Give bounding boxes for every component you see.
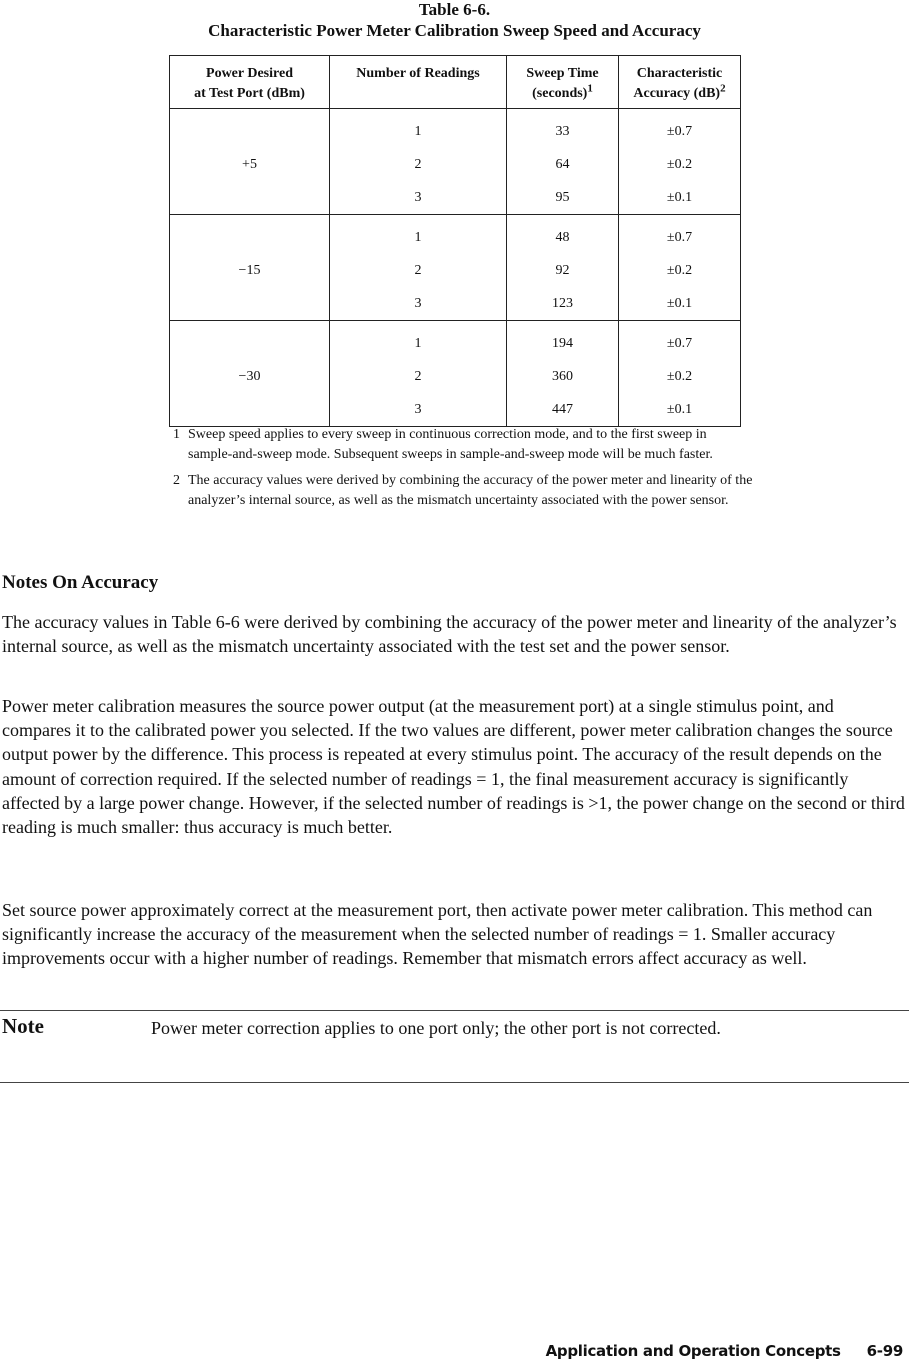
sweep-cell: 360 <box>507 360 619 393</box>
sweep-cell: 33 <box>507 109 619 149</box>
table-row <box>170 215 741 255</box>
readings-cell: 1 <box>330 109 507 149</box>
accuracy-cell: ±0.2 <box>619 148 741 181</box>
page-number: 6-99 <box>866 1342 903 1360</box>
sweep-cell: 92 <box>507 254 619 287</box>
accuracy-cell: ±0.1 <box>619 393 741 427</box>
header-accuracy: Characteristic Accuracy (dB)$^2$ <box>619 56 741 109</box>
section-heading: Notes On Accuracy <box>2 572 159 593</box>
table-row <box>170 109 741 149</box>
readings-cell: 2 <box>330 360 507 393</box>
table-footnotes <box>173 425 753 517</box>
note-top-divider <box>0 1010 909 1011</box>
paragraph-2: Power meter calibration measures the source power output (at the measurement port) at a single stimulus point, and compares it to the calibrated power you selected. If the two values are different, power meter calibration changes the source output power by the difference. This process is repeated at every stimulus point. The accuracy of the result depends on the amount of correction required. If the selected number of readings = 1, the final measurement accuracy is significantly affected by a large power change. However, if the selected number of readings is >1, the power change on the second or third reading is much smaller: thus accuracy is much better. <box>2 696 905 838</box>
footnote-2: 2 The accuracy values were derived by combining the accuracy of the power meter and linearity of the analyzer’s internal source, as well as the mismatch uncertainty associated with the power sensor. <box>173 473 753 508</box>
accuracy-cell: ±0.2 <box>619 254 741 287</box>
header-readings: Number of Readings <box>330 56 507 109</box>
footnote-1: 1 Sweep speed applies to every sweep in continuous correction mode, and to the first sweep in sample-and-sweep mode. Subsequent sweeps in sample-and-sweep mode will be much faster. <box>173 427 713 462</box>
header-sweep-time: Sweep Time (seconds)$^1$ <box>507 56 619 109</box>
sweep-cell: 123 <box>507 287 619 321</box>
footer-section-title: Application and Operation Concepts <box>545 1342 841 1360</box>
calibration-table <box>169 55 741 427</box>
power-cell: −30 <box>170 321 330 427</box>
sweep-cell: 194 <box>507 321 619 361</box>
header-power: Power Desired at Test Port (dBm) <box>170 56 330 109</box>
accuracy-cell: ±0.1 <box>619 181 741 215</box>
table-title: Characteristic Power Meter Calibration Sweep Speed and Accuracy <box>208 21 701 40</box>
readings-cell: 2 <box>330 148 507 181</box>
accuracy-cell: ±0.7 <box>619 109 741 149</box>
page-footer <box>546 1342 903 1360</box>
power-cell: +5 <box>170 109 330 215</box>
readings-cell: 3 <box>330 287 507 321</box>
paragraph-3: Set source power approximately correct at the measurement port, then activate power meter calibration. This method can significantly increase the accuracy of the measurement when the selected number of readings = 1. Smaller accuracy improvements occur with a higher number of readings. Remember that mismatch errors affect accuracy as well. <box>2 900 873 969</box>
power-cell: −15 <box>170 215 330 321</box>
readings-cell: 2 <box>330 254 507 287</box>
table-number: Table 6-6. <box>418 0 491 19</box>
accuracy-cell: ±0.7 <box>619 215 741 255</box>
readings-cell: 1 <box>330 215 507 255</box>
footnote-ref-1: 1 <box>587 82 593 95</box>
note-label: Note <box>2 1014 44 1038</box>
accuracy-cell: ±0.2 <box>619 360 741 393</box>
readings-cell: 1 <box>330 321 507 361</box>
readings-cell: 3 <box>330 393 507 427</box>
table-row <box>170 321 741 361</box>
sweep-cell: 48 <box>507 215 619 255</box>
accuracy-cell: ±0.7 <box>619 321 741 361</box>
table-header-row <box>170 56 741 109</box>
footnote-ref-2: 2 <box>720 82 726 95</box>
paragraph-1: The accuracy values in Table 6-6 were derived by combining the accuracy of the power meter and linearity of the analyzer’s internal source, as well as the mismatch uncertainty associated with the test set and the power sensor. <box>2 612 897 657</box>
note-bottom-divider <box>0 1082 909 1083</box>
accuracy-cell: ±0.1 <box>619 287 741 321</box>
readings-cell: 3 <box>330 181 507 215</box>
sweep-cell: 447 <box>507 393 619 427</box>
sweep-cell: 95 <box>507 181 619 215</box>
sweep-cell: 64 <box>507 148 619 181</box>
note-text: Power meter correction applies to one port only; the other port is not corrected. <box>151 1018 721 1038</box>
